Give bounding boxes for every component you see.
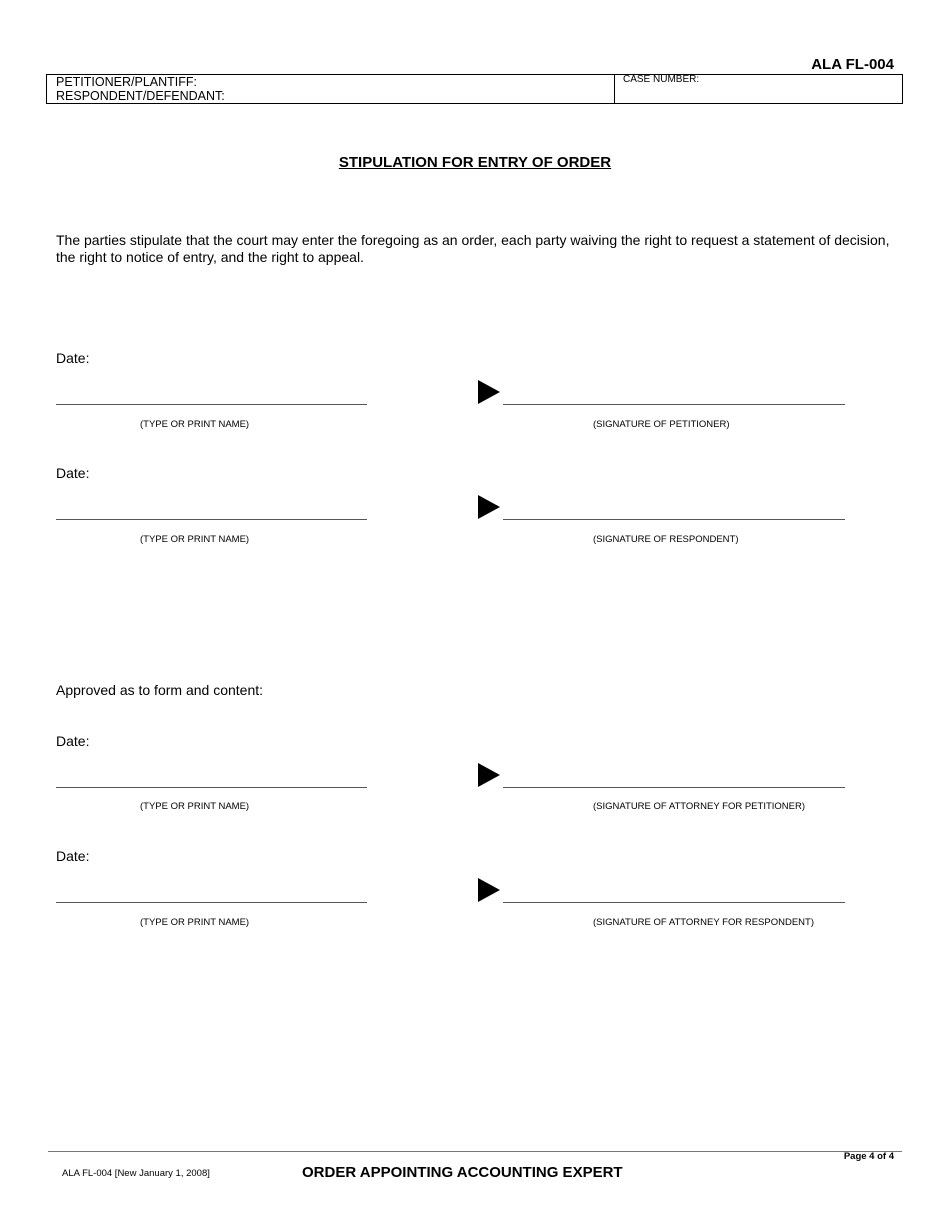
signature-caption: (SIGNATURE OF PETITIONER) (593, 419, 730, 430)
name-caption: (TYPE OR PRINT NAME) (140, 419, 250, 430)
signature-line[interactable] (503, 787, 845, 788)
name-caption: (TYPE OR PRINT NAME) (140, 801, 250, 812)
footer-form-revision: ALA FL-004 [New January 1, 2008] (62, 1168, 210, 1179)
stipulation-paragraph: The parties stipulate that the court may enter the foregoing as an order, each party waiving the right to request a statement of decision, the right to notice of entry, and the right to appeal. (56, 232, 890, 265)
arrow-icon (478, 763, 500, 787)
signature-caption: (SIGNATURE OF ATTORNEY FOR RESPONDENT) (593, 917, 814, 928)
name-line[interactable] (56, 787, 367, 788)
name-caption: (TYPE OR PRINT NAME) (140, 917, 250, 928)
footer-rule (48, 1151, 902, 1152)
date-label: Date: (56, 848, 90, 864)
form-id: ALA FL-004 (811, 56, 894, 73)
signature-line[interactable] (503, 519, 845, 520)
name-line[interactable] (56, 404, 367, 405)
page-title: STIPULATION FOR ENTRY OF ORDER (338, 154, 612, 171)
name-line[interactable] (56, 902, 367, 903)
date-label: Date: (56, 733, 90, 749)
arrow-icon (478, 380, 500, 404)
case-number-label: CASE NUMBER: (623, 74, 700, 85)
signature-line[interactable] (503, 404, 845, 405)
date-label: Date: (56, 465, 90, 481)
petitioner-label: PETITIONER/PLANTIFF: (56, 75, 197, 89)
name-line[interactable] (56, 519, 367, 520)
signature-caption: (SIGNATURE OF RESPONDENT) (593, 534, 739, 545)
caption-divider (614, 74, 615, 104)
name-caption: (TYPE OR PRINT NAME) (140, 534, 250, 545)
signature-line[interactable] (503, 902, 845, 903)
page-number: Page 4 of 4 (843, 1151, 894, 1162)
signature-caption: (SIGNATURE OF ATTORNEY FOR PETITIONER) (593, 801, 806, 812)
approved-label: Approved as to form and content: (56, 682, 264, 698)
footer-form-title: ORDER APPOINTING ACCOUNTING EXPERT (302, 1164, 623, 1181)
arrow-icon (478, 495, 500, 519)
respondent-label: RESPONDENT/DEFENDANT: (56, 89, 225, 103)
date-label: Date: (56, 350, 90, 366)
arrow-icon (478, 878, 500, 902)
